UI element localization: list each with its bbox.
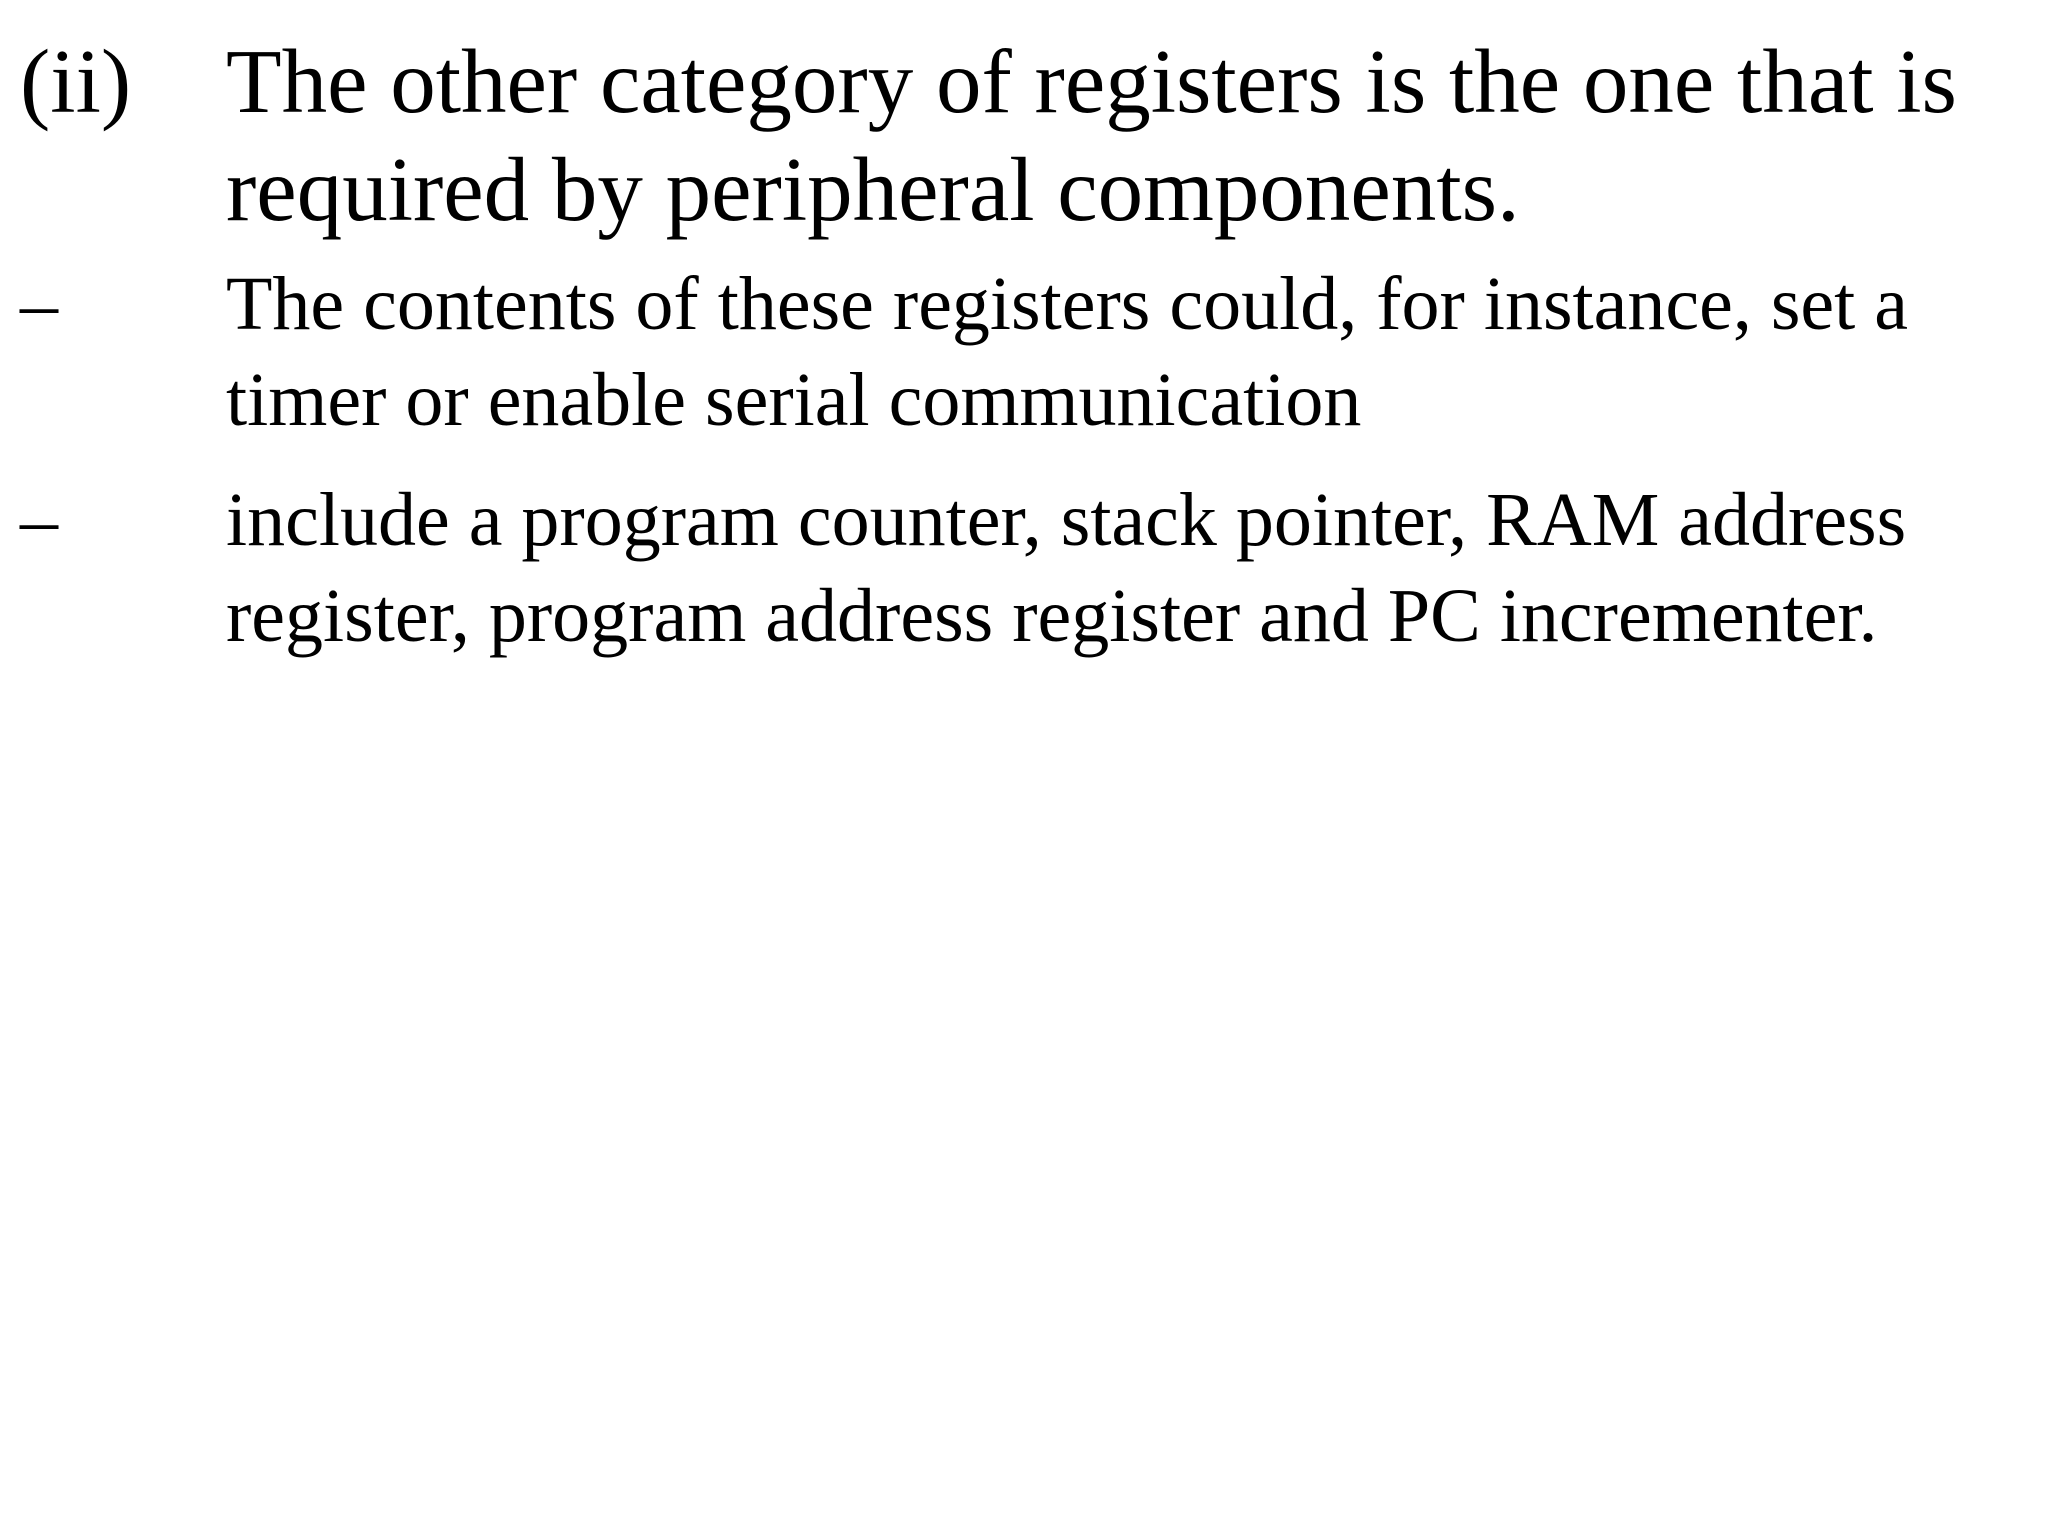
main-point-line: required by peripheral components.	[226, 139, 1520, 240]
main-point-marker: (ii)	[20, 31, 132, 132]
sub-point-text	[226, 472, 2026, 664]
main-point-text	[226, 28, 2026, 244]
sub-point-line: include a program counter, stack pointer, RAM address	[226, 478, 1907, 562]
sub-point-line: timer or enable serial communication	[226, 358, 1362, 442]
sub-point-dash: –	[20, 478, 58, 562]
sub-point-dash: –	[20, 262, 58, 346]
sub-point-line: The contents of these registers could, for instance, set a	[226, 262, 1908, 346]
sub-point-line: register, program address register and PC incrementer.	[226, 574, 1878, 658]
sub-point-text	[226, 256, 2026, 448]
main-point-line: The other category of registers is the one that is	[226, 31, 1957, 132]
